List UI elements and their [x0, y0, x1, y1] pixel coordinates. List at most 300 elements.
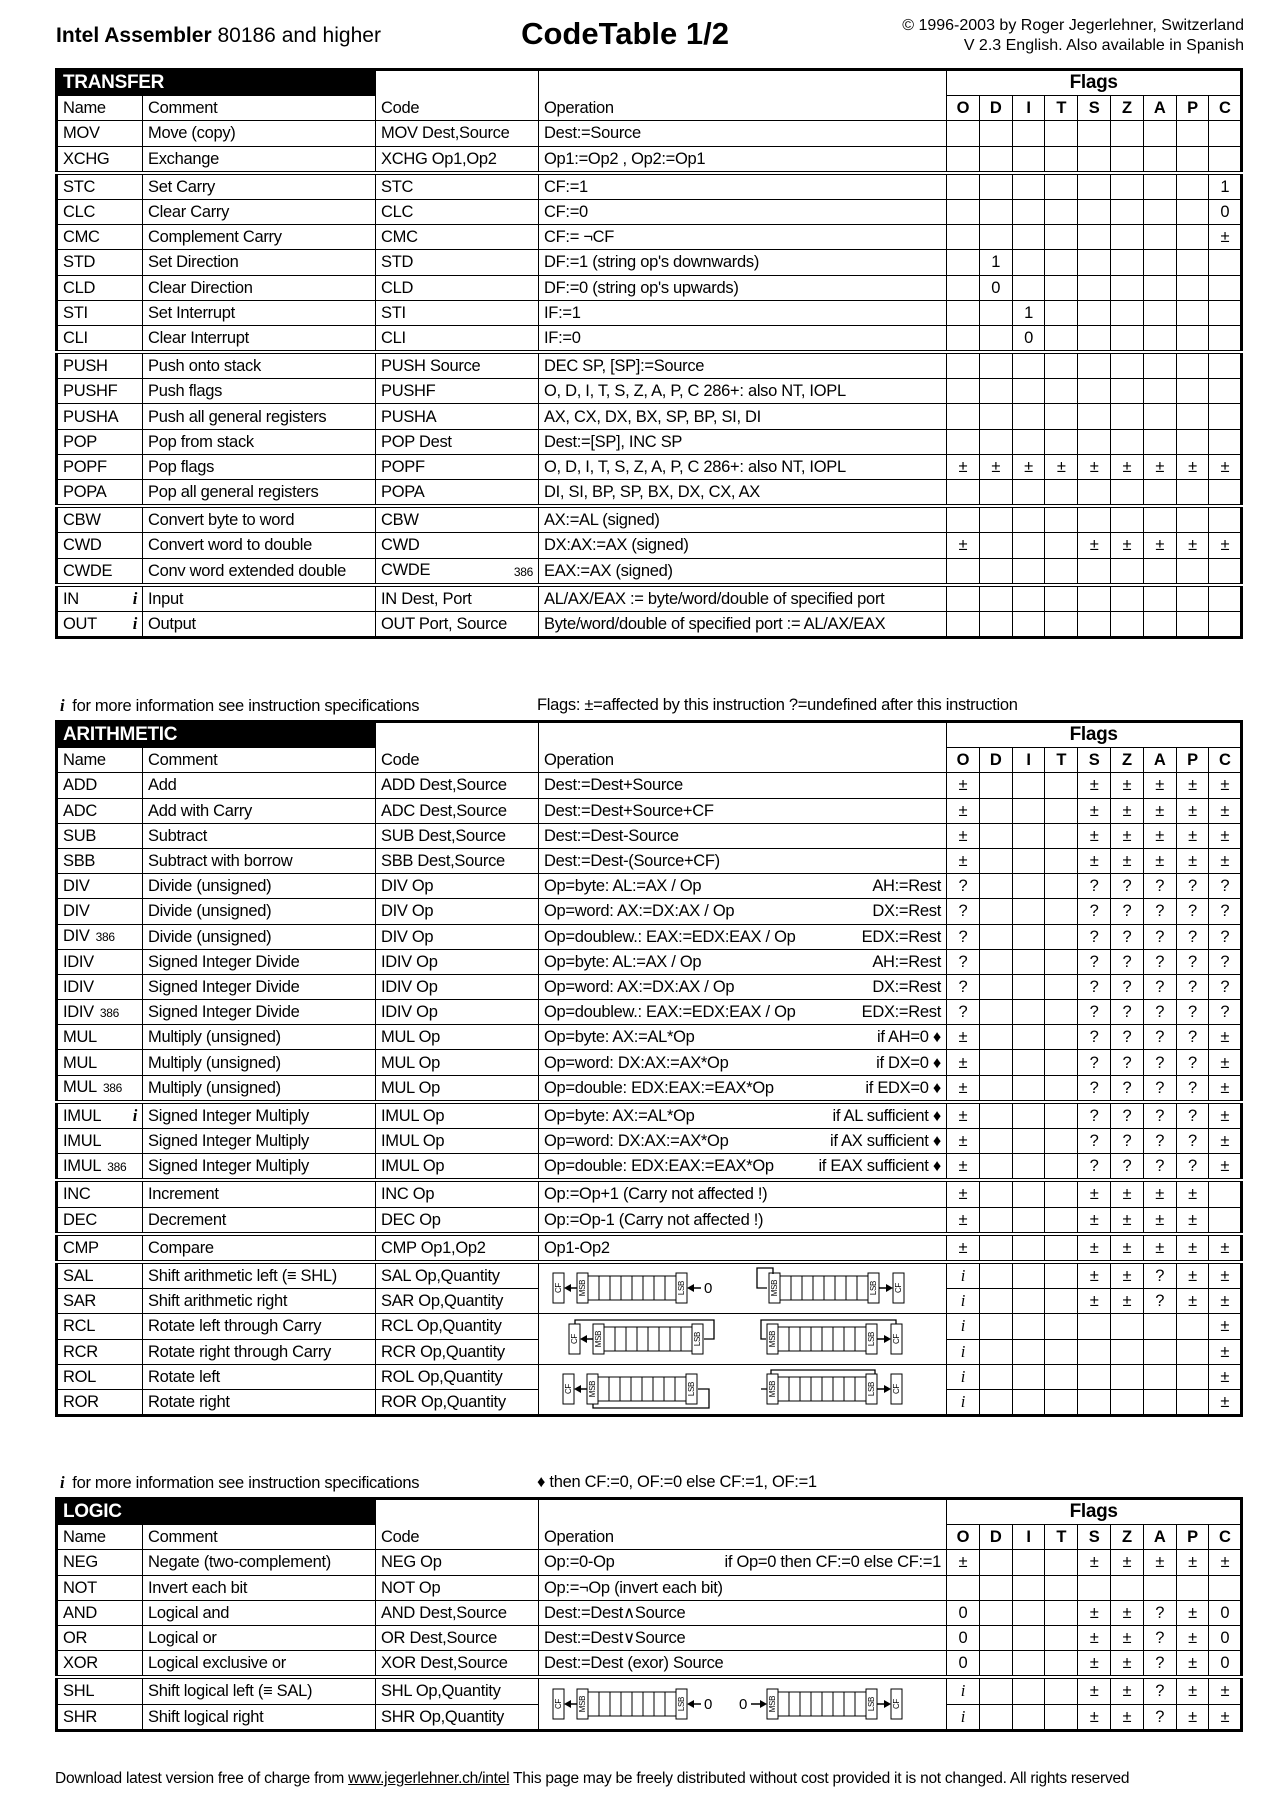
flag-a: ? — [1143, 874, 1176, 899]
instruction-code: ROL Op,Quantity — [376, 1364, 539, 1389]
flag-a: ? — [1143, 1651, 1176, 1678]
flag-t — [1045, 558, 1078, 585]
flag-header-d: D — [979, 1525, 1012, 1550]
instruction-operation: Op=word: AX:=DX:AX / Op DX:=Rest — [539, 974, 947, 999]
instruction-operation: EAX:=AX (signed) — [539, 558, 947, 585]
flag-header-t: T — [1045, 1525, 1078, 1550]
instruction-operation: Op=word: DX:AX:=AX*Op if DX=0 ♦ — [539, 1050, 947, 1075]
flag-t — [1045, 506, 1078, 533]
flag-header-i: I — [1012, 96, 1045, 121]
flag-t — [1045, 173, 1078, 200]
instruction-operation: O, D, I, T, S, Z, A, P, C 286+: also NT, IOPL — [539, 454, 947, 479]
flag-header-t: T — [1045, 748, 1078, 773]
flag-p — [1176, 325, 1209, 352]
flag-z — [1111, 379, 1144, 404]
flag-s — [1078, 506, 1111, 533]
flag-d — [979, 379, 1012, 404]
instruction-name: IMUL — [57, 1129, 143, 1154]
instruction-comment: Pop flags — [143, 454, 376, 479]
instruction-name: MOV — [57, 121, 143, 146]
flag-c: ± — [1209, 1129, 1242, 1154]
flag-p — [1176, 225, 1209, 250]
flag-z: ? — [1110, 1102, 1143, 1129]
flag-c: ? — [1209, 874, 1242, 899]
instruction-code: NOT Op — [376, 1575, 539, 1600]
svg-text:CF: CF — [892, 1333, 901, 1344]
flag-d — [979, 1600, 1012, 1625]
instruction-operation: Dest:=Dest+Source — [539, 773, 947, 798]
flag-s — [1078, 146, 1111, 173]
instruction-comment: Rotate right through Carry — [143, 1339, 376, 1364]
instruction-name: ADC — [57, 798, 143, 823]
instruction-operation: DEC SP, [SP]:=Source — [539, 352, 947, 379]
flag-a: ? — [1143, 1600, 1176, 1625]
instruction-operation: Op=byte: AL:=AX / Op AH:=Rest — [539, 949, 947, 974]
flag-i — [1012, 429, 1045, 454]
flag-t — [1045, 1180, 1078, 1207]
flag-s: ? — [1078, 899, 1111, 924]
flag-s: ? — [1078, 1154, 1111, 1181]
flag-a — [1143, 199, 1176, 224]
instruction-row — [57, 454, 1242, 479]
instruction-name: RCR — [57, 1339, 143, 1364]
flag-p: ? — [1176, 1025, 1209, 1050]
flag-p — [1176, 1339, 1209, 1364]
flag-o: i — [947, 1364, 980, 1389]
operation-diagram — [539, 1314, 947, 1364]
flag-p — [1176, 558, 1209, 585]
flag-p: ± — [1176, 848, 1209, 873]
instruction-row — [57, 1625, 1242, 1650]
instruction-code: STC — [376, 173, 539, 200]
flag-a — [1143, 1389, 1176, 1415]
flag-s — [1078, 352, 1111, 379]
instruction-row — [57, 585, 1242, 612]
flag-o: ? — [947, 874, 980, 899]
flag-o: i — [947, 1677, 980, 1704]
instruction-row — [57, 1364, 1242, 1389]
flag-s — [1078, 404, 1111, 429]
instruction-name: MUL — [57, 1025, 143, 1050]
instruction-operation: Dest:=Source — [539, 121, 947, 146]
flag-s: ± — [1078, 1207, 1111, 1234]
flag-p: ? — [1176, 1050, 1209, 1075]
flag-z: ? — [1110, 924, 1143, 949]
flag-c — [1209, 146, 1242, 173]
instruction-operation: Op=word: DX:AX:=AX*Op if AX sufficient ♦ — [539, 1129, 947, 1154]
flag-p: ? — [1176, 1129, 1209, 1154]
flag-z: ± — [1110, 773, 1143, 798]
instruction-code: DIV Op — [376, 899, 539, 924]
instruction-row — [57, 250, 1242, 275]
flag-i — [1012, 275, 1045, 300]
flag-o — [947, 506, 980, 533]
flag-s: ± — [1078, 823, 1111, 848]
code-header: Code — [376, 1525, 539, 1550]
instruction-operation: Op=byte: AX:=AL*Op if AL sufficient ♦ — [539, 1102, 947, 1129]
flag-z: ? — [1110, 899, 1143, 924]
flag-d — [979, 1625, 1012, 1650]
flag-a — [1143, 352, 1176, 379]
instruction-name: RCL — [57, 1314, 143, 1339]
instruction-comment: Convert byte to word — [143, 506, 376, 533]
flag-d — [979, 1000, 1012, 1025]
flag-s: ± — [1078, 1289, 1111, 1314]
instruction-name: STI — [57, 300, 143, 325]
flag-z — [1111, 611, 1144, 637]
flag-z — [1111, 275, 1144, 300]
flag-t — [1045, 773, 1078, 798]
flag-p: ? — [1176, 1154, 1209, 1181]
instruction-row — [57, 1050, 1242, 1075]
instruction-code: DIV Op — [376, 874, 539, 899]
instruction-comment: Increment — [143, 1180, 376, 1207]
flag-s — [1078, 585, 1111, 612]
flag-o: ± — [947, 1180, 980, 1207]
instruction-operation: AX:=AL (signed) — [539, 506, 947, 533]
instruction-comment: Logical and — [143, 1600, 376, 1625]
logic-table — [55, 1497, 1243, 1732]
flag-s: ± — [1078, 1180, 1111, 1207]
flag-p — [1176, 585, 1209, 612]
instruction-comment: Signed Integer Multiply — [143, 1129, 376, 1154]
instruction-comment: Multiply (unsigned) — [143, 1050, 376, 1075]
flag-a: ? — [1143, 1102, 1176, 1129]
flag-i: ± — [1012, 454, 1045, 479]
flag-header-z: Z — [1111, 96, 1144, 121]
flag-i — [1012, 1102, 1045, 1129]
operation-header: Operation — [539, 748, 947, 773]
svg-text:LSB: LSB — [867, 1696, 877, 1711]
flag-a — [1143, 146, 1176, 173]
svg-text:CF: CF — [894, 1283, 903, 1294]
flag-s — [1078, 250, 1111, 275]
flag-c: ± — [1209, 848, 1242, 873]
flag-i — [1012, 1000, 1045, 1025]
instruction-row — [57, 352, 1242, 379]
flag-c: ± — [1209, 823, 1242, 848]
instruction-comment: Pop all general registers — [143, 480, 376, 507]
flag-z: ± — [1110, 1207, 1143, 1234]
flag-p — [1176, 173, 1209, 200]
instruction-row — [57, 1025, 1242, 1050]
flag-t — [1045, 1339, 1078, 1364]
flag-t — [1045, 798, 1078, 823]
instruction-comment: Shift logical right — [143, 1704, 376, 1730]
flag-d — [979, 773, 1012, 798]
instruction-operation: Dest:=Dest+Source+CF — [539, 798, 947, 823]
flag-z: ? — [1110, 1129, 1143, 1154]
flag-c: ± — [1209, 1364, 1242, 1389]
flag-i — [1012, 773, 1045, 798]
instruction-operation: Op:=Op-1 (Carry not affected !) — [539, 1207, 947, 1234]
svg-text:CF: CF — [564, 1383, 573, 1394]
flag-a: ? — [1143, 1000, 1176, 1025]
instruction-comment: Multiply (unsigned) — [143, 1025, 376, 1050]
flag-i — [1012, 1207, 1045, 1234]
flag-d — [979, 1550, 1012, 1575]
flag-o: ± — [947, 1102, 980, 1129]
header-copyright: © 1996-2003 by Roger Jegerlehner, Switzerland V 2.3 English. Also available in Spanish — [902, 17, 1244, 54]
flag-o — [947, 275, 980, 300]
flag-p: ± — [1176, 1550, 1209, 1575]
instruction-code: SAL Op,Quantity — [376, 1262, 539, 1289]
flag-o — [947, 199, 980, 224]
flag-c: ? — [1209, 974, 1242, 999]
instruction-row — [57, 300, 1242, 325]
flag-d — [979, 300, 1012, 325]
flag-p: ? — [1176, 899, 1209, 924]
instruction-name: CWDE — [57, 558, 143, 585]
flag-header-s: S — [1078, 1525, 1111, 1550]
flag-z: ± — [1111, 1600, 1144, 1625]
section-title: ARITHMETIC — [57, 722, 376, 748]
instruction-code: SBB Dest,Source — [376, 848, 539, 873]
flag-o: i — [947, 1314, 980, 1339]
instruction-code: SHL Op,Quantity — [376, 1677, 539, 1704]
flag-a: ? — [1143, 1075, 1176, 1102]
page-footer: Download latest version free of charge from www.jegerlehner.ch/intel This page may be freely distributed without cost provided it is not changed. All rights reserved — [55, 1770, 1130, 1787]
flag-z: ? — [1110, 1025, 1143, 1050]
flag-t — [1045, 199, 1078, 224]
flag-z: ± — [1111, 533, 1144, 558]
instruction-code: CWD — [376, 533, 539, 558]
flag-i — [1012, 146, 1045, 173]
flag-d — [979, 848, 1012, 873]
flag-i — [1012, 173, 1045, 200]
sal-shift-diagram — [539, 1265, 947, 1312]
instruction-operation: DF:=1 (string op's downwards) — [539, 250, 947, 275]
instruction-code: MUL Op — [376, 1025, 539, 1050]
flag-i — [1012, 1075, 1045, 1102]
flag-t — [1045, 404, 1078, 429]
flag-a: ± — [1143, 1180, 1176, 1207]
flag-t — [1045, 949, 1078, 974]
instruction-code: CMP Op1,Op2 — [376, 1234, 539, 1262]
instruction-operation: CF:=1 — [539, 173, 947, 200]
flag-i — [1012, 1314, 1045, 1339]
flag-d: ± — [979, 454, 1012, 479]
flag-o: ± — [947, 533, 980, 558]
flag-t — [1045, 1075, 1078, 1102]
flag-d — [979, 1075, 1012, 1102]
flag-z: ? — [1110, 1050, 1143, 1075]
flags-header: Flags — [947, 722, 1242, 748]
svg-text:MSB: MSB — [594, 1330, 603, 1347]
flag-i — [1012, 1180, 1045, 1207]
download-link[interactable]: www.jegerlehner.ch/intel — [348, 1770, 510, 1787]
flag-o: 0 — [947, 1651, 980, 1678]
logic-section — [55, 1497, 1241, 1732]
instruction-name: CBW — [57, 506, 143, 533]
instruction-code: ADC Dest,Source — [376, 798, 539, 823]
instruction-name: MUL — [57, 1050, 143, 1075]
flag-a: ? — [1143, 974, 1176, 999]
flag-d — [979, 823, 1012, 848]
instruction-name: MUL 386 — [57, 1075, 143, 1102]
instruction-row — [57, 1600, 1242, 1625]
flag-o: ? — [947, 924, 980, 949]
flag-a: ? — [1143, 1625, 1176, 1650]
flag-p: ± — [1176, 454, 1209, 479]
flag-o: ± — [947, 1550, 980, 1575]
flag-c: ? — [1209, 924, 1242, 949]
instruction-operation: Dest:=Dest-Source — [539, 823, 947, 848]
instruction-row — [57, 1677, 1242, 1704]
instruction-comment: Signed Integer Multiply — [143, 1102, 376, 1129]
instruction-comment: Negate (two-complement) — [143, 1550, 376, 1575]
flag-s: ? — [1078, 1025, 1111, 1050]
flag-o — [947, 352, 980, 379]
instruction-code: STD — [376, 250, 539, 275]
instruction-comment: Signed Integer Divide — [143, 1000, 376, 1025]
instruction-row — [57, 1575, 1242, 1600]
flag-t — [1045, 1704, 1078, 1730]
flag-z — [1111, 325, 1144, 352]
flag-c — [1209, 379, 1242, 404]
flag-c — [1209, 404, 1242, 429]
instruction-row — [57, 1180, 1242, 1207]
flag-header-i: I — [1012, 1525, 1045, 1550]
svg-text:LSB: LSB — [677, 1696, 687, 1711]
flag-d — [979, 924, 1012, 949]
flag-d — [979, 121, 1012, 146]
flag-s — [1078, 225, 1111, 250]
instruction-operation: DF:=0 (string op's upwards) — [539, 275, 947, 300]
comment-header: Comment — [143, 96, 376, 121]
flag-o — [947, 1575, 980, 1600]
flag-s: ? — [1078, 1129, 1111, 1154]
flag-z — [1111, 225, 1144, 250]
instruction-comment: Divide (unsigned) — [143, 924, 376, 949]
instruction-name: ADD — [57, 773, 143, 798]
flag-a — [1143, 1364, 1176, 1389]
flag-c — [1209, 275, 1242, 300]
flag-d — [979, 1262, 1012, 1289]
flag-a: ? — [1143, 1025, 1176, 1050]
flag-p: ± — [1176, 1704, 1209, 1730]
flag-a: ± — [1143, 773, 1176, 798]
flag-i — [1012, 1389, 1045, 1415]
flag-d — [979, 325, 1012, 352]
flag-c: ± — [1209, 1389, 1242, 1415]
transfer-note: i for more information see instruction specifications Flags: ±=affected by this instruction ?=undefined after this instruction — [60, 696, 1018, 715]
flag-s: ± — [1078, 773, 1111, 798]
flag-o: ± — [947, 1050, 980, 1075]
instruction-name: STC — [57, 173, 143, 200]
flag-t — [1045, 300, 1078, 325]
flag-z: ± — [1110, 798, 1143, 823]
flag-header-c: C — [1209, 1525, 1242, 1550]
flag-t — [1045, 611, 1078, 637]
flag-i — [1012, 1677, 1045, 1704]
instruction-comment: Divide (unsigned) — [143, 899, 376, 924]
flag-p: ± — [1176, 1262, 1209, 1289]
svg-text:MSB: MSB — [768, 1330, 777, 1347]
flag-p: ± — [1176, 1677, 1209, 1704]
flag-i — [1012, 924, 1045, 949]
flag-header-s: S — [1078, 96, 1111, 121]
instruction-code: CLI — [376, 325, 539, 352]
flag-s: ± — [1078, 1550, 1111, 1575]
flag-p — [1176, 1575, 1209, 1600]
flag-header-d: D — [979, 96, 1012, 121]
flag-s — [1078, 1389, 1111, 1415]
flag-t — [1045, 1600, 1078, 1625]
flag-p — [1176, 1389, 1209, 1415]
flag-c: 1 — [1209, 173, 1242, 200]
instruction-row — [57, 325, 1242, 352]
name-header: Name — [57, 748, 143, 773]
instruction-row — [57, 121, 1242, 146]
instruction-code: POPA — [376, 480, 539, 507]
instruction-row — [57, 379, 1242, 404]
flag-t — [1045, 121, 1078, 146]
flag-p — [1176, 379, 1209, 404]
flag-i — [1012, 1704, 1045, 1730]
instruction-code: IMUL Op — [376, 1129, 539, 1154]
flag-d — [979, 1154, 1012, 1181]
flag-d — [979, 1180, 1012, 1207]
operation-header: Operation — [539, 1525, 947, 1550]
instruction-row — [57, 558, 1242, 585]
flag-t — [1045, 1234, 1078, 1262]
instruction-row — [57, 404, 1242, 429]
instruction-operation: Op=word: AX:=DX:AX / Op DX:=Rest — [539, 899, 947, 924]
flag-o — [947, 611, 980, 637]
flags-header: Flags — [947, 1499, 1242, 1525]
instruction-name: AND — [57, 1600, 143, 1625]
flag-c: ± — [1209, 1154, 1242, 1181]
svg-text:LSB: LSB — [693, 1331, 702, 1346]
instruction-code: CLC — [376, 199, 539, 224]
instruction-operation: Dest:=Dest (exor) Source — [539, 1651, 947, 1678]
instruction-comment: Push all general registers — [143, 404, 376, 429]
flag-s — [1078, 199, 1111, 224]
instruction-row — [57, 1651, 1242, 1678]
instruction-name: DIV — [57, 874, 143, 899]
instruction-code: NEG Op — [376, 1550, 539, 1575]
flag-o: i — [947, 1289, 980, 1314]
flag-c: 0 — [1209, 1600, 1242, 1625]
flag-d — [979, 1102, 1012, 1129]
flag-a — [1143, 506, 1176, 533]
flag-o — [947, 121, 980, 146]
flag-c: ? — [1209, 899, 1242, 924]
flag-c: ± — [1209, 1550, 1242, 1575]
instruction-row — [57, 1000, 1242, 1025]
instruction-operation: CF:=0 — [539, 199, 947, 224]
flag-a: ? — [1143, 1677, 1176, 1704]
flag-t — [1045, 429, 1078, 454]
flag-o — [947, 585, 980, 612]
flag-c — [1209, 250, 1242, 275]
flag-s: ± — [1078, 1234, 1111, 1262]
flag-d: 1 — [979, 250, 1012, 275]
instruction-name: POPA — [57, 480, 143, 507]
flag-header-c: C — [1209, 748, 1242, 773]
flag-t — [1045, 225, 1078, 250]
instruction-row — [57, 1154, 1242, 1181]
flag-t — [1045, 1651, 1078, 1678]
flag-header-s: S — [1078, 748, 1111, 773]
flag-a — [1143, 173, 1176, 200]
flag-i — [1012, 352, 1045, 379]
instruction-name: SUB — [57, 823, 143, 848]
instruction-row — [57, 899, 1242, 924]
flag-p: ? — [1176, 974, 1209, 999]
flag-header-p: P — [1176, 748, 1209, 773]
